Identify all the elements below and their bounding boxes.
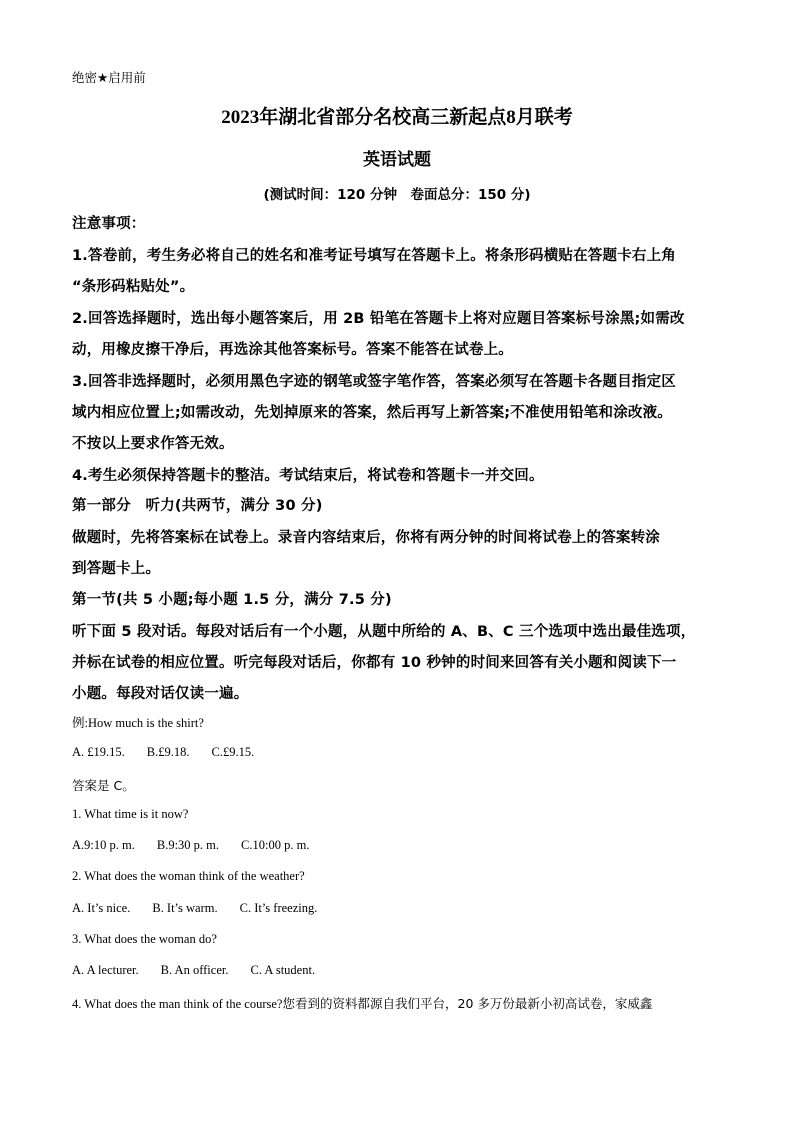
option: B. It’s warm. [152,901,218,915]
notes-heading: 注意事项： [72,216,146,232]
option: A. It’s nice. [72,901,131,915]
option: C. A student. [250,963,316,977]
option: B.£9.18. [146,745,190,759]
note-line: 1.答卷前，考生务必将自己的姓名和准考证号填写在答题卡上。将条形码横贴在答题卡右上角 [72,248,676,264]
question-text: 1. What time is it now? [72,807,189,821]
option: C.£9.15. [211,745,255,759]
note-line: 2.回答选择题时，选出每小题答案后，用 2B 铅笔在答题卡上将对应题目答案标号涂黑;如需改 [72,311,685,327]
part1-heading: 第一部分 听力(共两节，满分 30 分) [72,498,323,514]
note-line: “条形码粘贴处”。 [72,279,195,295]
note-line: 域内相应位置上;如需改动，先划掉原来的答案，然后再写上新答案;不准使用铅笔和涂改液。 [72,405,672,421]
confidential-label: 绝密★启用前 [72,70,146,85]
note-line: 不按以上要求作答无效。 [72,436,234,452]
example-question: 例:How much is the shirt? [72,716,204,730]
option: C. It’s freezing. [239,901,318,915]
question-text: 2. What does the woman think of the weather? [72,869,305,883]
section1-instruction: 小题。每段对话仅读一遍。 [72,686,249,702]
option: B. An officer. [160,963,229,977]
note-line: 3.回答非选择题时，必须用黑色字迹的钢笔或签字笔作答，答案必须写在答题卡各题目指定区 [72,374,676,390]
example-answer: 答案是 C。 [72,778,135,793]
part1-instruction: 做题时，先将答案标在试卷上。录音内容结束后，你将有两分钟的时间将试卷上的答案转涂 [72,530,660,546]
exam-info: (测试时间：120 分钟 卷面总分：150 分) [263,187,531,203]
question-options [72,901,339,916]
exam-title: 2023年湖北省部分名校高三新起点8月联考 [221,107,573,128]
question-options [72,838,331,853]
option: C.10:00 p. m. [241,838,310,852]
note-line: 4.考生必须保持答题卡的整洁。考试结束后，将试卷和答题卡一并交回。 [72,468,544,484]
option: A. A lecturer. [72,963,139,977]
question-options [72,963,337,978]
section1-instruction: 听下面 5 段对话。每段对话后有一个小题，从题中所给的 A、B、C 三个选项中选出最佳选项， [72,624,696,640]
question-text: 3. What does the woman do? [72,932,217,946]
section1-heading: 第一节(共 5 小题;每小题 1.5 分，满分 7.5 分) [72,592,392,608]
part1-instruction: 到答题卡上。 [72,561,161,577]
subject-title: 英语试题 [363,150,431,170]
option: A. £19.15. [72,745,125,759]
section1-instruction: 并标在试卷的相应位置。听完每段对话后，你都有 10 秒钟的时间来回答有关小题和阅读下一 [72,655,677,671]
option: B.9:30 p. m. [156,838,220,852]
option: A.9:10 p. m. [72,838,135,852]
question-text-with-promo [72,994,652,1012]
question-text: 4. What does the man think of the course? [72,997,283,1011]
example-options [72,745,276,760]
note-line: 动，用橡皮擦干净后，再选涂其他答案标号。答案不能答在试卷上。 [72,342,513,358]
promo-text: 您看到的资料都源自我们平台，20 多万份最新小初高试卷，家威鑫 [282,996,653,1011]
